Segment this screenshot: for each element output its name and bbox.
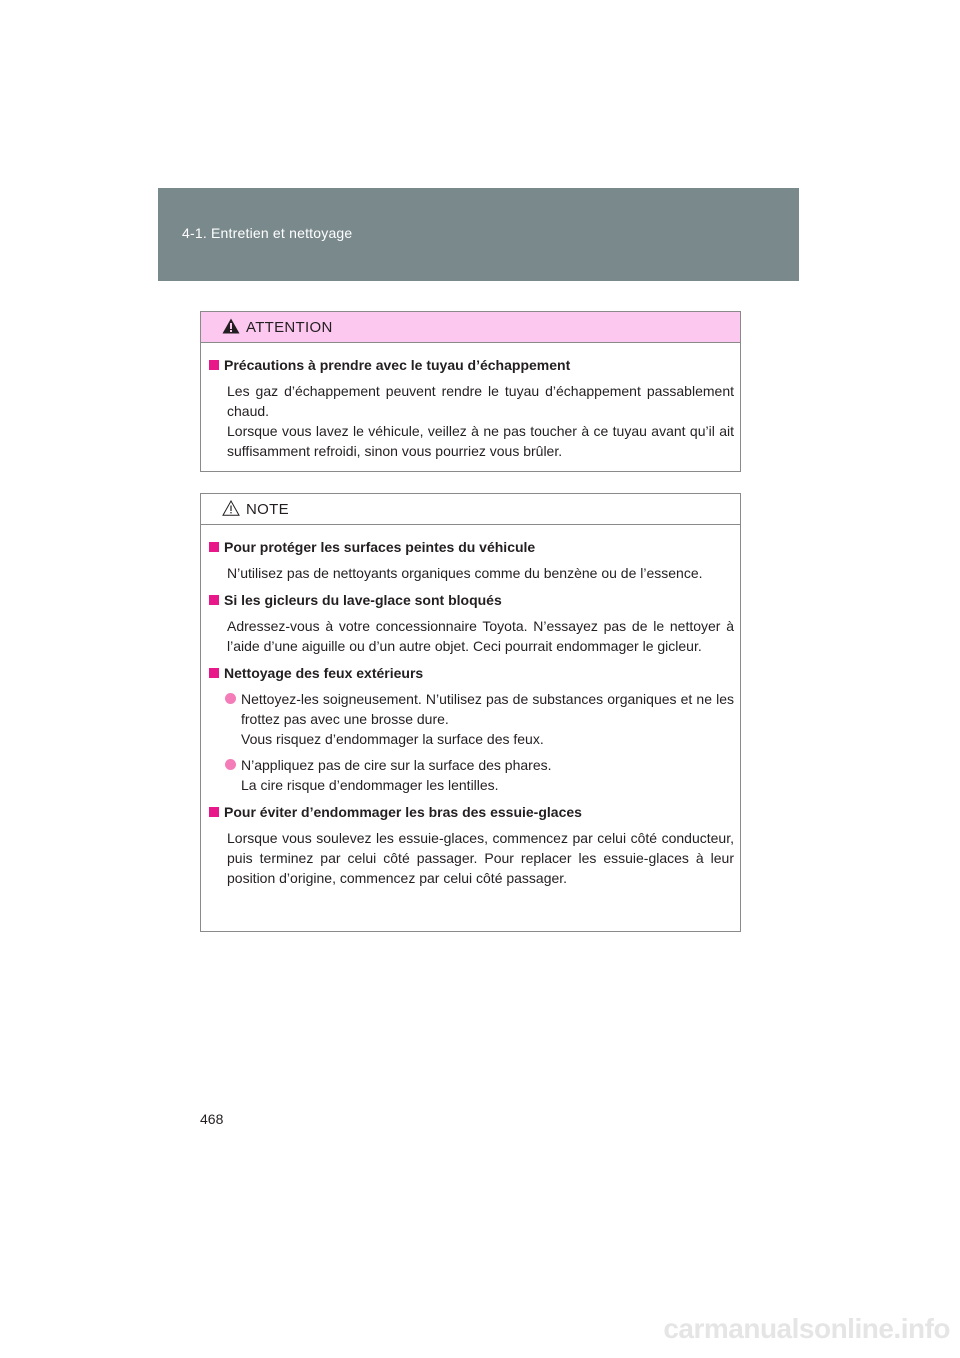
header-band [158, 188, 799, 281]
page-number: 468 [200, 1111, 224, 1127]
watermark: carmanualsonline.info [663, 1313, 950, 1344]
bullet-dot-icon [225, 693, 236, 704]
bullet-dot-icon [225, 759, 236, 770]
note-box [200, 493, 741, 932]
note-section-title: Pour protéger les surfaces peintes du véhicule [209, 537, 734, 557]
note-section-title: Pour éviter d’endommager les bras des essuie-glaces [209, 802, 734, 822]
attention-header [201, 312, 740, 343]
attention-box [200, 311, 741, 472]
section-square-icon [209, 668, 219, 678]
attention-paragraph: Les gaz d’échappement peuvent rendre le tuyau d’échappement passablement chaud. Lorsque vous lavez le véhicule, veillez à ne pas toucher à ce tuyau avant qu’il ait suffisamment refroidi, sinon vous pourriez vous brûler. [227, 383, 734, 459]
note-label: NOTE [246, 500, 289, 518]
list-item: Nettoyez-les soigneusement. N’utilisez pas de substances organiques et ne les frottez pas avec une brosse dure. Vous risquez d’endommager la surface des feux. [209, 689, 734, 749]
note-paragraph: Lorsque vous soulevez les essuie-glaces, commencez par celui côté conducteur, puis terminez par celui côté passager. Pour replacer les essuie-glaces à leur position d’origine, commencez par celui côté passager. [227, 830, 734, 886]
section-square-icon [209, 595, 219, 605]
section-square-icon [209, 360, 219, 370]
section-square-icon [209, 542, 219, 552]
warning-filled-icon [222, 318, 240, 334]
list-item: N’appliquez pas de cire sur la surface des phares. La cire risque d’endommager les lentilles. [209, 755, 734, 795]
note-paragraph: N’utilisez pas de nettoyants organiques comme du benzène ou de l’essence. [227, 565, 703, 581]
note-header [201, 494, 740, 525]
note-section-title: Si les gicleurs du lave-glace sont bloqués [209, 590, 734, 610]
warning-outline-icon [222, 500, 240, 516]
attention-section-title: Précautions à prendre avec le tuyau d’échappement [209, 355, 734, 375]
note-paragraph: Adressez-vous à votre concessionnaire Toyota. N’essayez pas de le nettoyer à l’aide d’une aiguille ou d’un autre objet. Ceci pourrait endommager le gicleur. [227, 618, 734, 654]
attention-label: ATTENTION [246, 318, 333, 336]
section-square-icon [209, 807, 219, 817]
note-section-title: Nettoyage des feux extérieurs [209, 663, 734, 683]
section-title: 4-1. Entretien et nettoyage [182, 225, 353, 241]
